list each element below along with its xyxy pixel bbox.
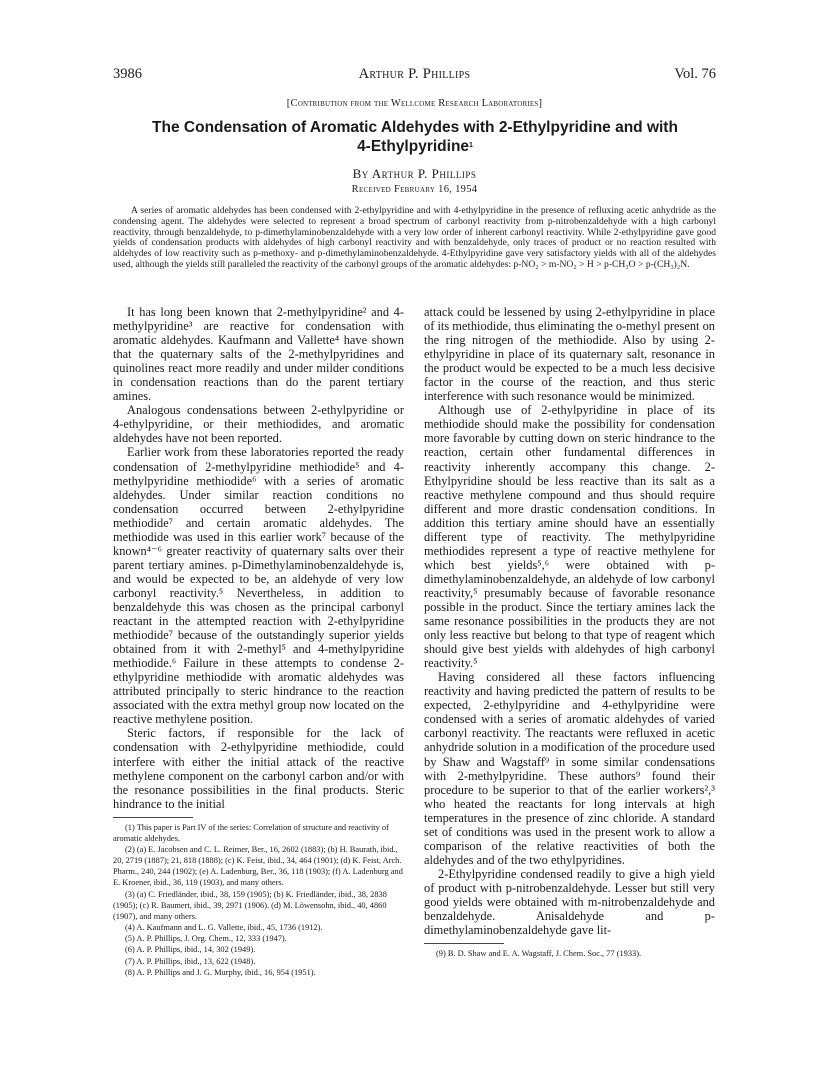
contribution-note: [Contribution from the Wellcome Research Laboratories] [286, 98, 543, 109]
footnotes-left [113, 822, 404, 978]
footnote: (7) A. P. Phillips, ibid., 13, 622 (1948). [125, 956, 256, 966]
title-line-1: The Condensation of Aromatic Aldehydes with 2-Ethylpyridine and with [152, 119, 678, 136]
right-column [424, 305, 715, 959]
paragraph: Although use of 2-ethylpyridine in place of its methiodide should make the possibility for condensation more favorable by cutting down on steric hindrance to the reaction, certain other fundamental differences in reactivity inherently accompany this change. 2-Ethylpyridine should be less reactive than its salt as a reactive methylene compound and thus should require different and more drastic condensation conditions. In addition this tertiary amine should have an essentially different type of reactivity. The methylpyridine methiodides represent a type of reactive methylene for which best yields⁵,⁶ were obtained with p-dimethylaminobenzaldehyde, an aldehyde of low carbonyl reactivity,⁵ presumably because of favorable resonance possible in the product. Since the tertiary amines lack the same resonance possibilities in the products they are not only less reactive but belong to that type of reagent which should give best yields with aldehydes of high carbonyl reactivity.⁵ [424, 403, 715, 671]
footnote: (3) (a) C. Friedländer, ibid., 38, 159 (1905); (b) K. Friedländer, ibid., 38, 2838 (1905); (c) R. Baumert, ibid., 39, 2971 (1906). (d) M. Löwensohn, ibid., 40, 4860 (1907), and many others. [113, 889, 387, 921]
paragraph: attack could be lessened by using 2-ethylpyridine in place of its methiodide, thus eliminating the o-methyl present on the ring nitrogen of the methiodide. Also by using 2-ethylpyridine in place of its quaternary salt, resonance in the product would be expected to be a much less decisive factor in the course of the reaction, and thus steric interference with such resonance would be minimized. [424, 305, 715, 404]
footnote: (8) A. P. Phillips and J. G. Murphy, ibid., 16, 954 (1951). [125, 967, 316, 977]
abstract-text: A series of aromatic aldehydes has been condensed with 2-ethylpyridine and with 4-ethylpyridine in the presence of refluxing acetic anhydride as the condensing agent. The aldehydes were selected to represent a broad spectrum of carbonyl reactivity from p-nitrobenzaldehyde with a high carbonyl reactivity, through benzaldehyde, to p-dimethylaminobenzaldehyde with a very low order of inherent carbonyl reactivity. While 2-ethylpyridine gave good yields of condensation products with aldehydes of high carbonyl reactivity and with benzaldehyde, only traces of product or no reaction resulted with aldehydes of low reactivity such as p-methoxy- and p-dimethylaminobenzaldehyde. 4-Ethylpyridine gave very satisfactory yields with all of the aldehydes used, although the yields still paralleled the reactivity of the carbonyl groups of the aromatic aldehydes: p-NO₂ > m-NO₂ > H > p-CH₃O > p-(CH₃)₂N. [113, 205, 716, 270]
paragraph: Having considered all these factors influencing reactivity and having predicted the pattern of results to be expected, 2-ethylpyridine and 4-ethylpyridine were condensed with a series of aromatic aldehydes of varied carbonyl reactivity. The reactants were refluxed in acetic anhydride solution in a modification of the procedure used by Shaw and Wagstaff⁹ in some similar condensations with 2-methylpyridine. These authors⁹ found their procedure to be superior to that of the earlier workers²,³ who heated the reactants for long intervals at high temperatures in the presence of zinc chloride. A standard set of conditions was used in the present work to allow a comparison of the relative reactivities of both the aldehydes and of the two ethylpyridines. [424, 670, 715, 867]
running-author: Arthur P. Phillips [358, 66, 471, 82]
footnote: (2) (a) E. Jacobsen and C. L. Reimer, Ber., 16, 2602 (1883); (b) H. Baurath, ibid., 20, 2719 (1887); 21, 818 (1888); (c) K. Feist, ibid., 34, 464 (1901); (d) K. Feist, Arch. Pharm., 240, 244 (1902); (e) A. Ladenburg, Ber., 36, 118 (1903); (f) A. Ladenburg and E. Kroener, ibid., 36, 119 (1903), and many others. [113, 845, 403, 888]
footnote-rule [113, 817, 193, 818]
received-date: Received February 16, 1954 [351, 184, 478, 195]
footnotes-right [424, 948, 715, 959]
abstract [113, 206, 716, 271]
footnote: (6) A. P. Phillips, ibid., 14, 302 (1949). [125, 945, 256, 955]
title-footnote-mark: 1 [469, 142, 473, 149]
paragraph: 2-Ethylpyridine condensed readily to give a high yield of product with p-nitrobenzaldehyde. Lesser but still very good yields were obtained with m-nitrobenzaldehyde and benzaldehyde. Anisaldehyde and p-dimethylaminobenzaldehyde gave lit- [424, 866, 715, 938]
paragraph: It has long been known that 2-methylpyridine² and 4-methylpyridine³ are reactive for condensation with aromatic aldehydes. Kaufmann and Vallette⁴ have shown that the quaternary salts of the 2-methylpyridines and quinolines react more readily and under milder conditions in condensation reactions than do the parent tertiary amines. [113, 305, 404, 404]
paragraph: Earlier work from these laboratories reported the ready condensation of 2-methylpyridine methiodide⁵ and 4-methylpyridine methiodide⁶ with a series of aromatic aldehydes. Under similar reaction conditions no condensation occurred between 2-ethylpyridine methiodide⁷ and certain aromatic aldehydes. The methiodide was used in this earlier work⁷ because of the known⁴⁻⁶ greater reactivity of quaternary salts over their parent tertiary amines. p-Dimethylaminobenzaldehyde is, and would be expected to be, an aldehyde of very low carbonyl reactivity.⁵ Nevertheless, in addition to benzaldehyde this was chosen as the principal carbonyl reactant in the attempted reaction with 2-ethylpyridine methiodide⁷ because of the outstandingly superior yields obtained from it with 2-methyl⁵ and 4-methylpyridine methiodide.⁶ Failure in these attempts to condense 2-ethylpyridine methiodide with aromatic aldehydes was attributed principally to steric hindrance to the reaction associated with the extra methyl group now located on the reactive methylene position. [113, 445, 404, 727]
paragraph: Analogous condensations between 2-ethylpyridine or 4-ethylpyridine, or their methiodides, and aromatic aldehydes have not been reported. [113, 403, 404, 446]
article-title [140, 118, 690, 156]
paragraph: Steric factors, if responsible for the lack of condensation with 2-ethylpyridine methiodide, could interfere with either the initial attack of the reactive methylene component on the carbonyl carbon and/or with the resonance possibilities in the final products. Steric hindrance to the initial [113, 726, 404, 811]
footnote: (4) A. Kaufmann and L. G. Vallette, ibid., 45, 1736 (1912). [125, 923, 323, 933]
footnote: (1) This paper is Part IV of the series: Correlation of structure and reactivity of aromatic aldehydes. [113, 822, 389, 843]
footnote: (5) A. P. Phillips, J. Org. Chem., 12, 333 (1947). [125, 934, 287, 944]
footnote: (9) B. D. Shaw and E. A. Wagstaff, J. Chem. Soc., 77 (1933). [436, 949, 642, 959]
title-line-2: 4-Ethylpyridine [357, 138, 470, 155]
page-number: 3986 [113, 66, 142, 82]
running-header [113, 66, 716, 84]
byline: By Arthur P. Phillips [352, 166, 477, 181]
footnote-rule [424, 943, 504, 944]
left-column [113, 305, 404, 978]
volume-number: Vol. 76 [674, 66, 716, 82]
